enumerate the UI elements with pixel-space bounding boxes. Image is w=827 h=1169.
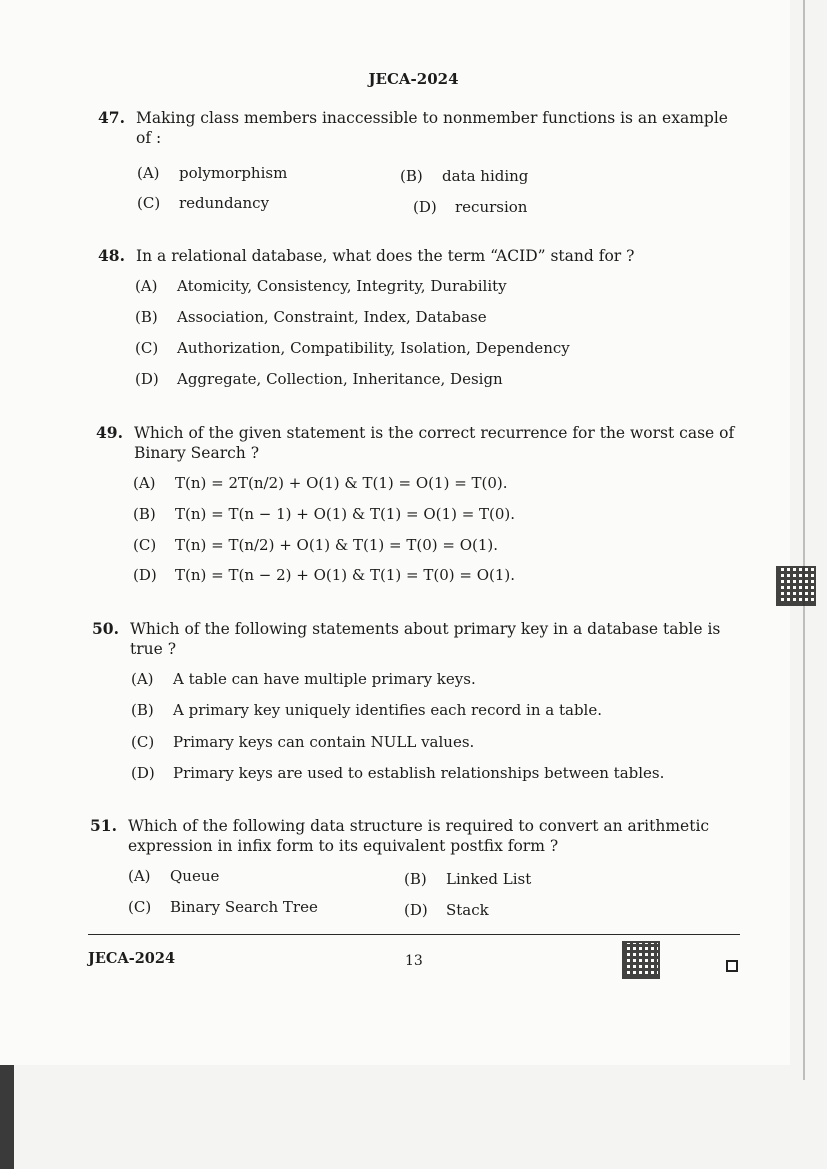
option-51-c[interactable]: (C) Binary Search Tree <box>128 898 318 916</box>
question-number: 47. <box>98 108 125 127</box>
option-47-b[interactable]: (B) data hiding <box>400 167 529 185</box>
question-text: Which of the given statement is the correct recurrence for the worst case of Binary Search ? <box>134 424 735 462</box>
page-number: 13 <box>405 953 423 969</box>
qr-code-icon <box>776 566 816 606</box>
option-47-c[interactable]: (C) redundancy <box>137 194 270 212</box>
question-49 <box>96 423 741 463</box>
qr-code-icon <box>622 941 660 979</box>
option-48-b[interactable]: (B) Association, Constraint, Index, Database <box>135 308 487 326</box>
option-50-d[interactable]: (D) Primary keys are used to establish relationships between tables. <box>131 764 665 782</box>
question-47 <box>98 108 738 148</box>
question-51 <box>90 816 740 856</box>
option-51-b[interactable]: (B) Linked List <box>404 870 532 888</box>
question-48 <box>98 246 738 266</box>
option-48-a[interactable]: (A) Atomicity, Consistency, Integrity, Durability <box>135 277 507 295</box>
question-text: Which of the following data structure is required to convert an arithmetic expression in infix form to its equivalent postfix form ? <box>128 817 710 855</box>
option-49-d[interactable]: (D) T(n) = T(n − 2) + O(1) & T(1) = T(0) = O(1). <box>133 566 516 584</box>
option-50-a[interactable]: (A) A table can have multiple primary keys. <box>131 670 476 688</box>
option-50-b[interactable]: (B) A primary key uniquely identifies each record in a table. <box>131 701 602 719</box>
question-text: Making class members inaccessible to nonmember functions is an example of : <box>136 109 728 147</box>
question-number: 51. <box>90 816 117 835</box>
option-51-d[interactable]: (D) Stack <box>404 901 489 919</box>
question-50 <box>92 619 740 659</box>
question-text: In a relational database, what does the term “ACID” stand for ? <box>136 247 635 265</box>
option-47-d[interactable]: (D) recursion <box>413 198 528 216</box>
option-49-a[interactable]: (A) T(n) = 2T(n/2) + O(1) & T(1) = O(1) = T(0). <box>133 474 508 492</box>
option-48-d[interactable]: (D) Aggregate, Collection, Inheritance, Design <box>135 370 503 388</box>
footer-exam-code: JECA-2024 <box>88 950 176 967</box>
question-text: Which of the following statements about primary key in a database table is true ? <box>130 620 721 658</box>
scan-edge-line <box>803 0 805 1080</box>
option-48-c[interactable]: (C) Authorization, Compatibility, Isolation, Dependency <box>135 339 570 357</box>
option-49-c[interactable]: (C) T(n) = T(n/2) + O(1) & T(1) = T(0) = O(1). <box>133 536 499 554</box>
option-47-a[interactable]: (A) polymorphism <box>137 164 288 182</box>
footer-divider <box>88 934 740 935</box>
question-number: 49. <box>96 423 123 442</box>
option-51-a[interactable]: (A) Queue <box>128 867 220 885</box>
scan-edge-shadow <box>0 1065 14 1169</box>
square-marker-icon <box>726 960 738 972</box>
option-50-c[interactable]: (C) Primary keys can contain NULL values. <box>131 733 475 751</box>
option-49-b[interactable]: (B) T(n) = T(n − 1) + O(1) & T(1) = O(1) = T(0). <box>133 505 516 523</box>
question-number: 48. <box>98 246 125 265</box>
question-number: 50. <box>92 619 119 638</box>
page-header: JECA-2024 <box>368 70 459 88</box>
